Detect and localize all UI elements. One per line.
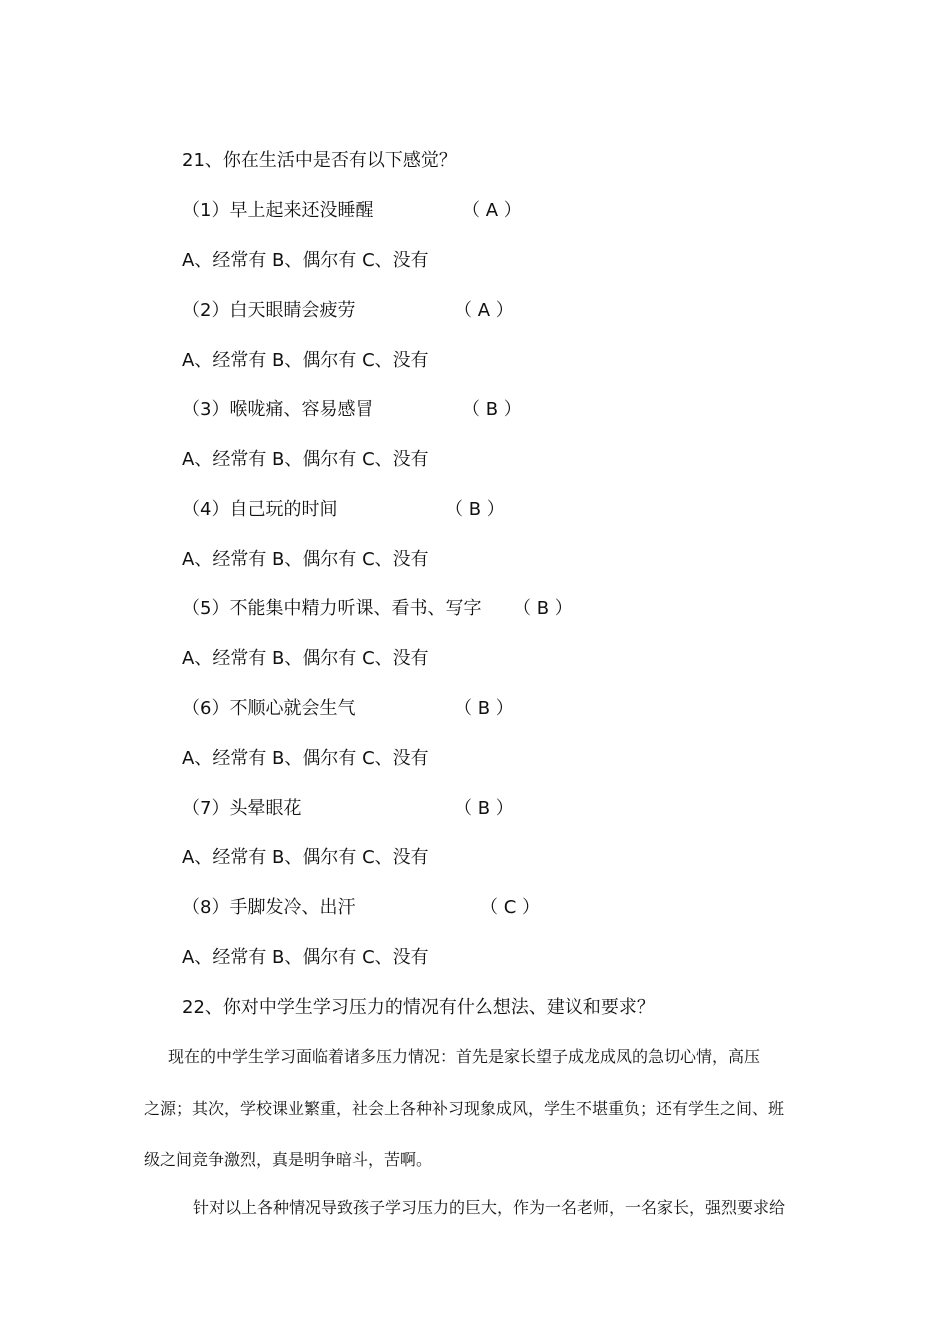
q21-item-3-label: （3）喉咙痛、容易感冒	[182, 399, 374, 420]
q21-item-5-label: （5）不能集中精力听课、看书、写字	[182, 598, 482, 619]
q21-heading: 21、你在生活中是否有以下感觉？	[182, 150, 457, 171]
q22-paragraph-1-line-2: 之源；其次，学校课业繁重，社会上各种补习现象成风，学生不堪重负；还有学生之间、班	[144, 1099, 785, 1118]
q21-item-4-label: （4）自己玩的时间	[182, 499, 338, 520]
q21-item-7-options: A、经常有 B、偶尔有 C、没有	[182, 847, 429, 868]
q21-item-1-label: （1）早上起来还没睡醒	[182, 200, 374, 221]
q22-paragraph-1-line-3: 级之间竞争激烈，真是明争暗斗，苦啊。	[144, 1150, 433, 1169]
q21-item-2-options: A、经常有 B、偶尔有 C、没有	[182, 350, 429, 371]
q21-item-7-label: （7）头晕眼花	[182, 798, 302, 819]
q21-item-7-answer: （ B ）	[454, 798, 514, 819]
q21-item-1-options: A、经常有 B、偶尔有 C、没有	[182, 250, 429, 271]
q21-item-4-answer: （ B ）	[445, 499, 505, 520]
q21-item-4-options: A、经常有 B、偶尔有 C、没有	[182, 549, 429, 570]
q21-item-2-label: （2）白天眼睛会疲劳	[182, 300, 356, 321]
q21-item-8-answer: （ C ）	[480, 897, 541, 918]
q21-item-5-answer: （ B ）	[513, 598, 573, 619]
q21-item-3-answer: （ B ）	[462, 399, 522, 420]
q22-paragraph-2-line-1: 针对以上各种情况导致孩子学习压力的巨大，作为一名老师，一名家长，强烈要求给	[193, 1198, 786, 1217]
q22-heading: 22、你对中学生学习压力的情况有什么想法、建议和要求？	[182, 997, 655, 1018]
q21-item-6-options: A、经常有 B、偶尔有 C、没有	[182, 748, 429, 769]
q21-item-1-answer: （ A ）	[462, 200, 522, 221]
q21-item-8-options: A、经常有 B、偶尔有 C、没有	[182, 947, 429, 968]
q21-item-8-label: （8）手脚发冷、出汗	[182, 897, 356, 918]
q22-paragraph-1-line-1: 现在的中学生学习面临着诸多压力情况：首先是家长望子成龙成凤的急切心情，高压	[168, 1047, 761, 1066]
q21-item-2-answer: （ A ）	[454, 300, 514, 321]
q21-item-3-options: A、经常有 B、偶尔有 C、没有	[182, 449, 429, 470]
q21-item-6-label: （6）不顺心就会生气	[182, 698, 356, 719]
q21-item-5-options: A、经常有 B、偶尔有 C、没有	[182, 648, 429, 669]
q21-item-6-answer: （ B ）	[454, 698, 514, 719]
